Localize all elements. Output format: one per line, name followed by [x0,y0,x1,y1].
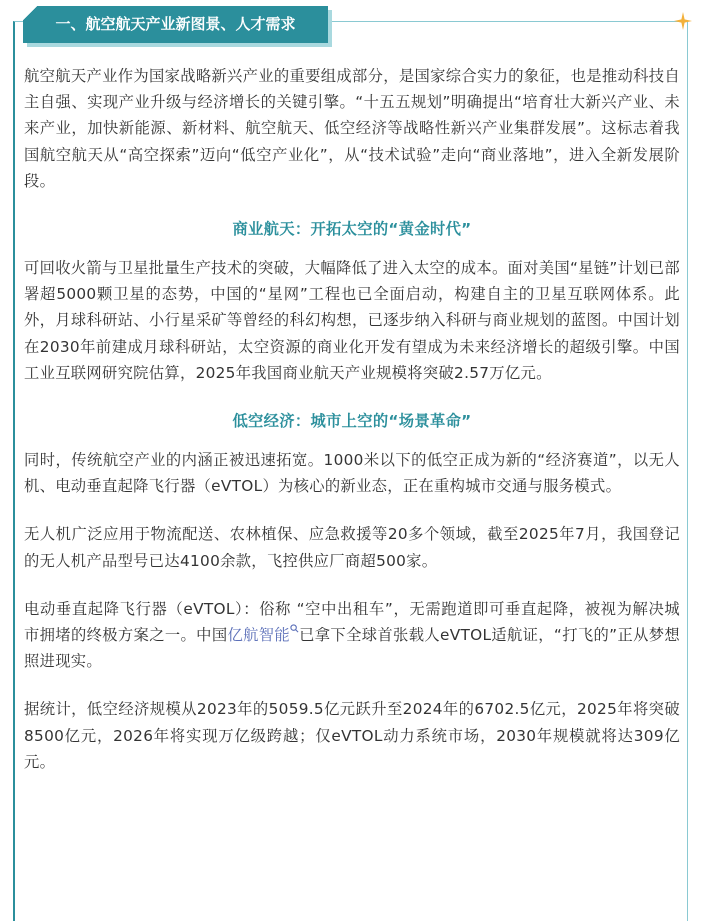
intro-paragraph: 航空航天产业作为国家战略新兴产业的重要组成部分，是国家综合实力的象征，也是推动科技自主自强、实现产业升级与经济增长的关键引擎。“十五五规划”明确提出“培育壮大新兴产业、未来产业，加快新能源、新材料、航空航天、低空经济等战略性新兴产业集群发展”。这标志着我国航空航天从“高空探索”迈向“低空产业化”，从“技术试验”走向“商业落地”，进入全新发展阶段。 [24,67,680,190]
commercial-space-paragraph: 可回收火箭与卫星批量生产技术的突破，大幅降低了进入太空的成本。面对美国“星链”计划已部署超5000颗卫星的态势，中国的“星网”工程也已全面启动，构建自主的卫星互联网体系。此外，月球科研站、小行星采矿等曾经的科幻构想，已逐步纳入科研与商业规划的蓝图。中国计划在2030年前建成月球科研站，太空资源的商业化开发有望成为未来经济增长的超级引擎。中国工业互联网研究院估算，2025年我国商业航天产业规模将突破2.57万亿元。 [24,259,680,382]
low-altitude-paragraph-1: 同时，传统航空产业的内涵正被迅速拓宽。1000米以下的低空正成为新的“经济赛道”，以无人机、电动垂直起降飞行器（eVTOL）为核心的新业态，正在重构城市交通与服务模式。 [24,451,680,496]
evtol-text-after: 已拿下全球首张载人eVTOL适航证，“打飞的”正从梦想照进现实。 [24,626,680,671]
low-altitude-heading: 低空经济：城市上空的“场景革命” [232,412,472,431]
article-body [24,63,680,797]
statistics-paragraph: 据统计，低空经济规模从2023年的5059.5亿元跃升至2024年的6702.5亿元，2025年将突破8500亿元，2026年将实现万亿级跨越；仅eVTOL动力系统市场，2030年规模就将达309亿元。 [24,700,680,771]
section-title: 一、航空航天产业新图景、人才需求 [55,15,296,33]
search-icon[interactable] [290,624,299,633]
evtol-text-before: 电动垂直起降飞行器（eVTOL）：俗称 “空中出租车”，无需跑道即可垂直起降，被视为解决城市拥堵的终极方案之一。中国 [24,599,680,645]
commercial-space-heading: 商业航天：开拓太空的“黄金时代” [232,220,472,239]
section-title-banner [23,6,328,43]
drone-paragraph: 无人机广泛应用于物流配送、农林植保、应急救援等20多个领域，截至2025年7月，我国登记的无人机产品型号已达4100余款，飞控供应厂商超500家。 [24,525,680,570]
sparkle-icon [673,11,693,31]
ehang-link[interactable]: 亿航智能 [227,626,291,645]
evtol-paragraph [24,596,680,675]
